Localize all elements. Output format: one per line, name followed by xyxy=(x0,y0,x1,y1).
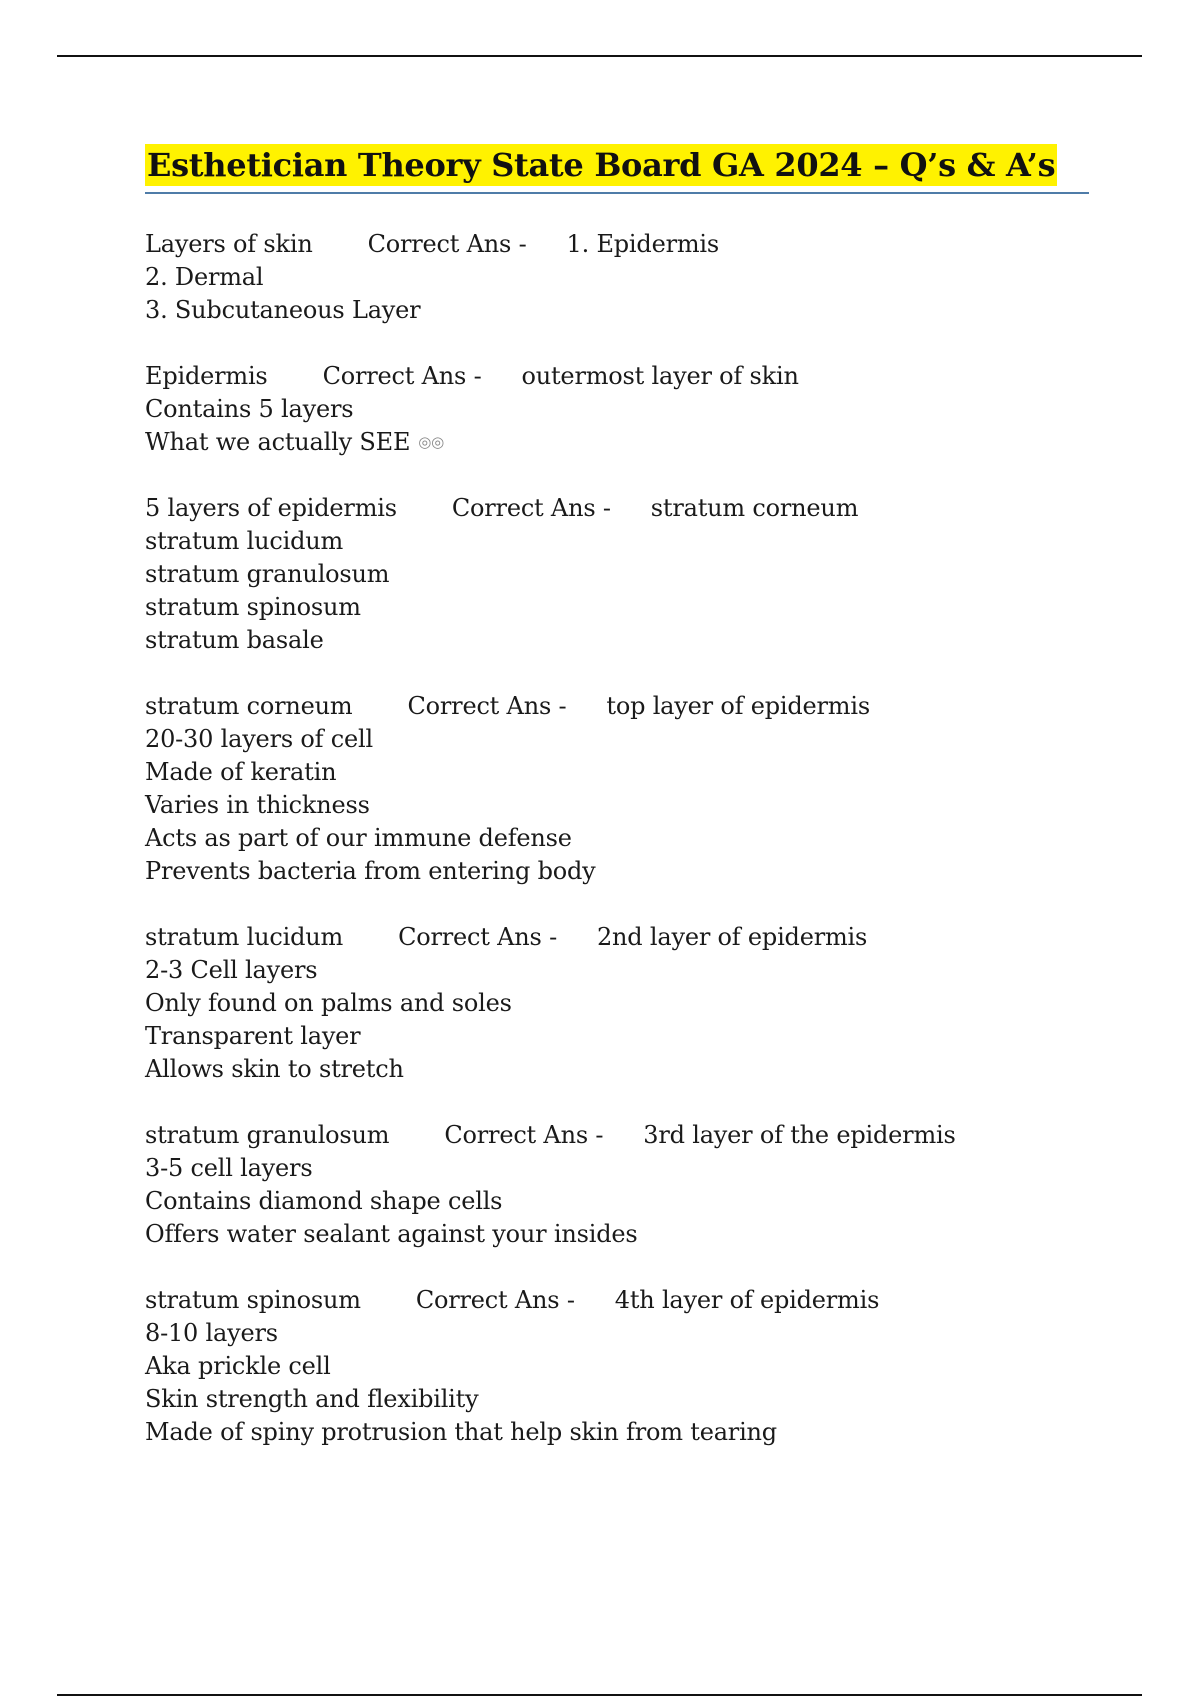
answer-first-line: top layer of epidermis xyxy=(606,692,870,720)
answer-line-text: Only found on palms and soles xyxy=(145,989,512,1017)
answer-first-line: 4th layer of epidermis xyxy=(614,1286,880,1314)
answer-first-line: 3rd layer of the epidermis xyxy=(643,1121,956,1149)
correct-answer-label: Correct Ans - xyxy=(444,1121,604,1149)
correct-answer-label: Correct Ans - xyxy=(367,230,527,258)
answer-line xyxy=(145,393,1145,426)
answer-line xyxy=(145,525,1145,558)
answer-line xyxy=(145,756,1145,789)
question-term: 5 layers of epidermis xyxy=(145,494,397,522)
answer-line xyxy=(145,789,1145,822)
correct-answer-label: Correct Ans - xyxy=(407,692,567,720)
qa-question-line xyxy=(145,360,1145,393)
answer-line xyxy=(145,1152,1145,1185)
footer-rule xyxy=(57,1694,1142,1696)
qa-question-line xyxy=(145,690,1145,723)
answer-first-line: 1. Epidermis xyxy=(566,230,719,258)
answer-line-text: Prevents bacteria from entering body xyxy=(145,857,596,885)
answer-line-text: Varies in thickness xyxy=(145,791,370,819)
question-term: stratum lucidum xyxy=(145,923,344,951)
answer-line xyxy=(145,855,1145,888)
answer-line-text: 3-5 cell layers xyxy=(145,1154,313,1182)
eyes-icon: ◎◎ xyxy=(418,433,445,451)
answer-line xyxy=(145,1317,1145,1350)
answer-line-text: Acts as part of our immune defense xyxy=(145,824,572,852)
qa-question-line xyxy=(145,492,1145,525)
answer-line xyxy=(145,426,1145,459)
correct-answer-label: Correct Ans - xyxy=(398,923,557,951)
qa-entry xyxy=(145,228,1145,327)
document-title: Esthetician Theory State Board GA 2024 – Q’s & A’s xyxy=(147,146,1056,184)
qa-entry xyxy=(145,1284,1145,1449)
qa-entry xyxy=(145,1119,1145,1251)
answer-line-text: 3. Subcutaneous Layer xyxy=(145,296,421,324)
answer-line xyxy=(145,1218,1145,1251)
answer-line-text: Contains diamond shape cells xyxy=(145,1187,503,1215)
answer-line xyxy=(145,558,1145,591)
answer-first-line: outermost layer of skin xyxy=(521,362,799,390)
answer-first-line: stratum corneum xyxy=(650,494,859,522)
answer-line xyxy=(145,1383,1145,1416)
title-block xyxy=(145,144,1089,194)
qa-entry xyxy=(145,360,1145,459)
answer-line xyxy=(145,987,1145,1020)
qa-question-line xyxy=(145,1119,1145,1152)
correct-answer-label: Correct Ans - xyxy=(415,1286,575,1314)
answer-line xyxy=(145,591,1145,624)
answer-line xyxy=(145,1350,1145,1383)
answer-line xyxy=(145,261,1145,294)
qa-list xyxy=(145,228,1145,1482)
answer-first-line: 2nd layer of epidermis xyxy=(596,923,868,951)
answer-line-text: Made of spiny protrusion that help skin from tearing xyxy=(145,1418,777,1446)
answer-line-text: 8-10 layers xyxy=(145,1319,278,1347)
header-rule xyxy=(57,55,1142,57)
answer-line xyxy=(145,1185,1145,1218)
answer-line-text: 2-3 Cell layers xyxy=(145,956,318,984)
answer-line-text: 20-30 layers of cell xyxy=(145,725,373,753)
answer-line xyxy=(145,1053,1145,1086)
question-term: stratum granulosum xyxy=(145,1121,390,1149)
answer-line-text: What we actually SEE xyxy=(145,428,411,456)
answer-line xyxy=(145,822,1145,855)
qa-entry xyxy=(145,921,1145,1086)
question-term: Layers of skin xyxy=(145,230,313,258)
correct-answer-label: Correct Ans - xyxy=(322,362,482,390)
answer-line-text: stratum granulosum xyxy=(145,560,390,588)
question-term: stratum spinosum xyxy=(145,1286,361,1314)
answer-line xyxy=(145,1416,1145,1449)
answer-line-text: Allows skin to stretch xyxy=(145,1055,404,1083)
answer-line-text: 2. Dermal xyxy=(145,263,264,291)
qa-question-line xyxy=(145,921,1145,954)
answer-line xyxy=(145,954,1145,987)
qa-entry xyxy=(145,492,1145,657)
answer-line-text: stratum lucidum xyxy=(145,527,344,555)
answer-line xyxy=(145,294,1145,327)
answer-line-text: Transparent layer xyxy=(145,1022,361,1050)
question-term: stratum corneum xyxy=(145,692,353,720)
answer-line-text: Contains 5 layers xyxy=(145,395,354,423)
answer-line-text: Skin strength and flexibility xyxy=(145,1385,479,1413)
answer-line xyxy=(145,1020,1145,1053)
qa-entry xyxy=(145,690,1145,888)
answer-line-text: stratum spinosum xyxy=(145,593,361,621)
qa-question-line xyxy=(145,1284,1145,1317)
correct-answer-label: Correct Ans - xyxy=(451,494,611,522)
answer-line-text: Made of keratin xyxy=(145,758,337,786)
question-term: Epidermis xyxy=(145,362,268,390)
qa-question-line xyxy=(145,228,1145,261)
answer-line xyxy=(145,723,1145,756)
answer-line-text: Aka prickle cell xyxy=(145,1352,331,1380)
answer-line xyxy=(145,624,1145,657)
answer-line-text: stratum basale xyxy=(145,626,324,654)
answer-line-text: Offers water sealant against your insides xyxy=(145,1220,638,1248)
